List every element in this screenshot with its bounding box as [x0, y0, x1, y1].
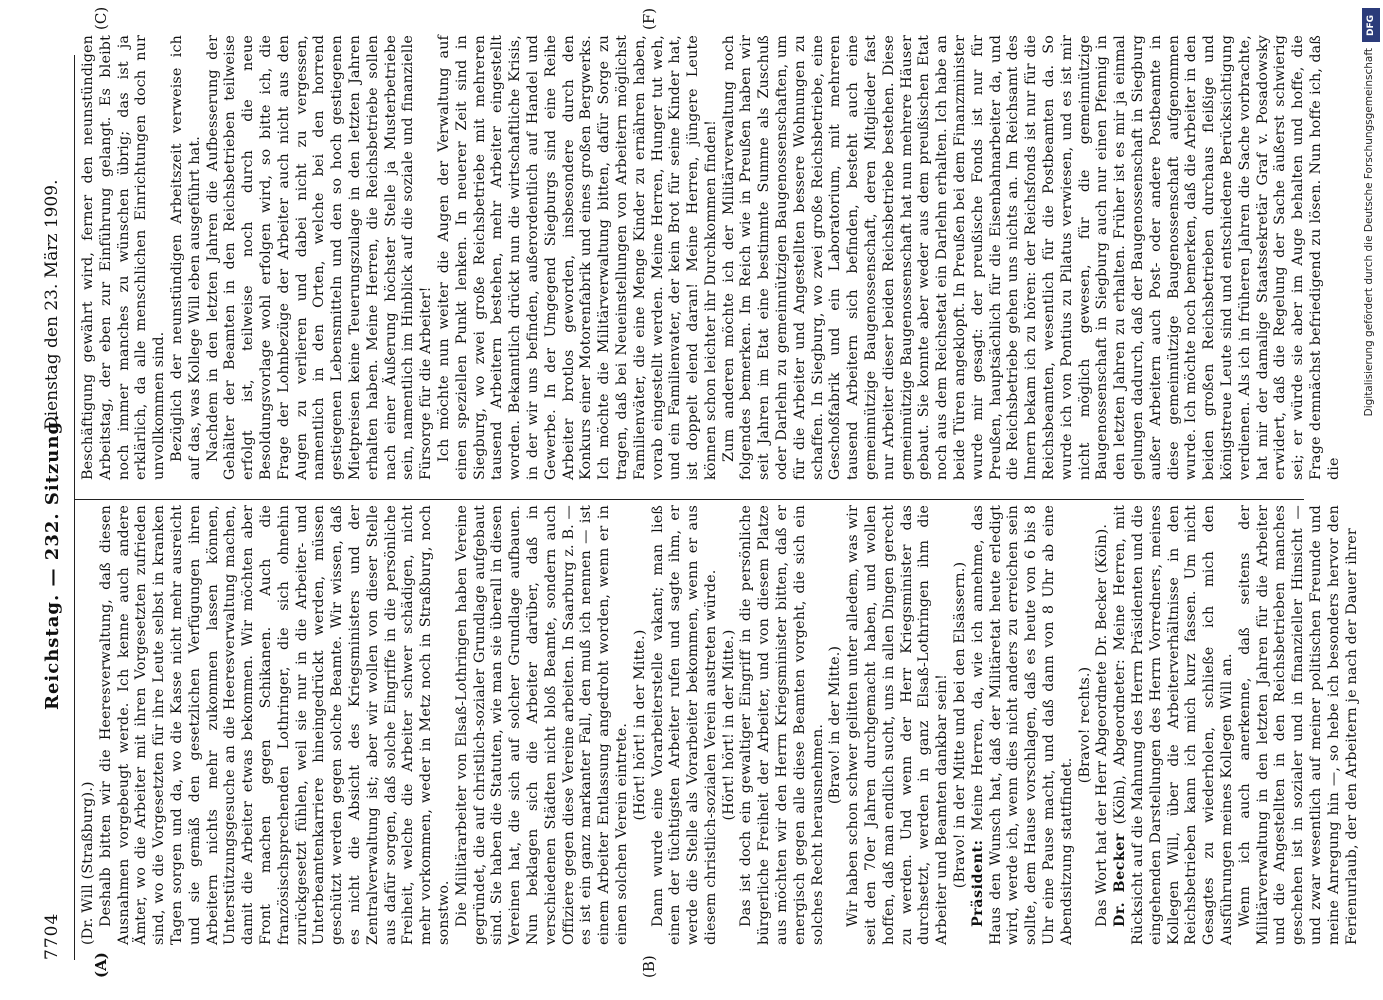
margin-marker-b: (B) — [640, 955, 658, 978]
page-number: 7704 — [42, 912, 62, 960]
interjection: (Bravo! in der Mitte.) — [827, 645, 844, 805]
interjection: (Hört! hört! in der Mitte.) — [631, 629, 648, 821]
right-column — [80, 35, 1342, 480]
speaker-name: Dr. Becker — [1112, 833, 1129, 927]
paragraph: Wenn ich auch anerkenne, daß seitens der Militärverwaltung in den letzten Jahren für die Arbeiter und die Angestellten in den Reichsbetrieben manches geschehen ist in sozialer und in finanzieller Hinsicht — und zwar wesentlich auf meiner politischen Freunde und meine Anregung hin —, so hebe ich besonders hervor den Ferienurlaub, der den Arbeitern je nach der Dauer ihrer — [1236, 505, 1360, 945]
left-column — [80, 505, 1360, 945]
session-date: Dienstag den 23. März 1909. — [42, 179, 62, 430]
interjection: (Hört! hört! in der Mitte.) — [720, 629, 737, 821]
paragraph: Ich möchte nun weiter die Augen der Verwaltung auf einen speziellen Punkt lenken. In neuerer Zeit sind in Siegburg, wo zwei große Reichsbetriebe mit mehreren tausend Arbeitern bestehen, mehr Arbeiter eingestellt worden. Bekanntlich drückt nun die wirtschaftliche Krisis, in der wir uns befinden, außerordentlich auf Handel und Gewerbe. In der Umgegend Siegburgs sind eine Reihe Arbeiter brotlos geworden, insbesondere durch den Konkurs einer Motorenfabrik und eines großen Bergwerks. Ich möchte die Militärverwaltung bitten, dafür Sorge zu tragen, daß bei Neueinstellungen von Arbeitern möglichst Familienväter, die eine Menge Kinder zu ernähren haben, vorab eingestellt werden. Meine Herren, Hunger tut weh, und ein Familienvater, der kein Brot für seine Kinder hat, ist doppelt elend daran! Meine Herren, jüngere Leute können schon leichter ihr Durchkommen finden! — [435, 35, 719, 480]
speaker-name: Präsident: — [969, 839, 986, 927]
paragraph: Bezüglich der neunstündigen Arbeitszeit verweise ich auf das, was Kollege Will eben ausgeführt hat. — [168, 35, 203, 480]
margin-marker-f: (F) — [640, 7, 658, 30]
paragraph: Die Militärarbeiter von Elsaß-Lothringen haben Vereine gegründet, die auf christlich-sozialer Grundlage aufgebaut sind. Sie haben die Statuten, wie man sie überall in diesen Vereinen hat, die sich auf solcher Grundlage aufbauen. Nun beklagen sich die Arbeiter darüber, daß in verschiedenen Städten nicht bloß Beamte, sondern auch Offiziere gegen diese Vereine arbeiten. In Saarburg z. B. — es ist ein ganz markanter Fall, den muß ich nennen — ist einem Arbeiter Entlassung angedroht worden, wenn er in einen solchen Verein eintrete. — [453, 505, 630, 945]
paragraph: Wir haben schon schwer gelitten unter alledem, was wir seit den 70er Jahren durchgemacht haben, und wollen hoffen, daß man endlich sucht, uns in allen Dingen gerecht zu werden. Und wenn der Herr Kriegsminister das durchsetzt, werden in ganz Elsaß-Lothringen ihm die Arbeiter und Beamten dankbar sein! — [845, 505, 951, 945]
interjection: (Bravo! rechts.) — [1076, 666, 1093, 784]
header-rule — [74, 55, 75, 960]
interjection: (Bravo! in der Mitte und bei den Elsässern.) — [952, 561, 969, 889]
paragraph — [970, 505, 1077, 945]
paragraph: Dann wurde eine Vorarbeiterstelle vakant; man ließ einen der tüchtigsten Arbeiter rufen und sagte ihm, er werde die Stelle als Vorarbeiter bekommen, wenn er aus diesem christlich-sozialen Verein austreten würde. — [649, 505, 719, 945]
paragraph: Nachdem in den letzten Jahren die Aufbesserung der Gehälter der Beamten in den Reichsbetrieben teilweise erfolgt ist, teilweise noch durch die neue Besoldungsvorlage wohl erfolgen wird, so bitte ich, die Frage der Lohnbezüge der Arbeiter auch nicht aus den Augen zu verlieren und dabei nicht zu vergessen, namentlich in den Orten, welche bei den horrend gestiegenen Lebensmitteln und den so hoch gestiegenen Mietpreisen keine Teuerungszulage in den letzten Jahren erhalten haben. Meine Herren, die Reichsbetriebe sollen nach einer Äußerung höchster Stelle ja Musterbetriebe sein, namentlich im Hinblick auf die soziale und finanzielle Fürsorge für die Arbeiter! — [204, 35, 435, 480]
paragraph: Zum anderen möchte ich der Militärverwaltung noch folgendes bemerken. Im Reich wie in Preußen haben wir seit Jahren im Etat eine bestimmte Summe als Zuschuß oder Darlehn zu gemeinnützigen Baugenossenschaften, um für die Arbeiter und Angestellten bessere Wohnungen zu schaffen. In Siegburg, wo zwei große Reichsbetriebe, eine Geschoßfabrik und ein Laboratorium, mit mehreren tausend Arbeitern sich befinden, besteht auch eine gemeinnützige Baugenossenschaft, deren Mitglieder fast nur Arbeiter dieser beiden Reichsbetriebe bestehen. Diese gemeinnützige Baugenossenschaft hat nun mehrere Häuser gebaut. Sie konnte aber weder aus dem preußischen Etat noch aus dem Reichsetat ein Darlehn erhalten. Ich habe an beide Türen angeklopft. In Preußen bei dem Finanzminister wurde mir gesagt: der preußische Fonds ist nur für Preußen, hauptsächlich für die Eisenbahnarbeiter da, und die Reichsbetriebe gehen uns nichts an. Im Reichsamt des Innern bekam ich zu hören: der Reichsfonds ist nur für die Reichsbeamten, wesentlich für die Postbeamten da. So wurde ich von Pontius zu Pilatus verwiesen, und es ist mir nicht möglich gewesen, für die gemeinnützige Baugenossenschaft in Siegburg auch nur einen Pfennig in den letzten Jahren zu erhalten. Früher ist es mir ja einmal gelungen dadurch, daß der Baugenossenschaft in Siegburg außer Arbeitern auch Post- oder andere Postbeamte in diese gemeinnützige Baugenossenschaft aufgenommen wurde. Ich möchte noch bemerken, daß die Arbeiter in den beiden großen Reichsbetrieben durchaus fleißige und königstreue Leute sind und entschiedene Berücksichtigung verdienen. Als ich in früheren Jahren die Sache vorbrachte, hat mir der damalige Staatssekretär Graf v. Posadowsky erwidert, daß die Regelung der Sache äußerst schwierig sei; er würde sie aber im Auge behalten und hoffe, die Frage demnächst befriedigend zu lösen. Nun hoffe ich, daß die — [720, 35, 1342, 480]
digitization-credit: Digitalisierung gefördert durch die Deutsche Forschungsgemeinschaft — [1363, 48, 1375, 417]
margin-marker-a: (A) — [92, 952, 110, 978]
session-title: Reichstag. — 232. Sitzung. — [42, 413, 63, 710]
margin-marker-c: (C) — [92, 6, 110, 30]
paragraph: Das Wort hat der Herr Abgeordnete Dr. Becker (Köln). — [1094, 523, 1111, 927]
page-header — [38, 70, 70, 960]
paragraph-text: Meine Herren, da, wie ich annehme, das Haus den Wunsch hat, daß der Militäretat heute erledigt wird, werde ich, wenn dies nicht anders zu erreichen sein sollte, dem Hause vorschlagen, daß es heute von 6 bis 8 Uhr eine Pause macht, und daß dann von 8 Uhr ab eine Abendsitzung stattfindet. — [969, 505, 1075, 945]
dfg-logo: DFG — [1362, 8, 1380, 42]
paragraph: Das ist doch ein gewaltiger Eingriff in die persönliche bürgerliche Freiheit der Arbeiter, und von diesem Platze aus möchten wir den Herrn Kriegsminister bitten, daß er energisch gegen alle diese Beamten vorgeht, die sich ein solches Recht herausnehmen. — [738, 505, 826, 945]
speaker-continuation: (Dr. Will (Straßburg).) — [80, 781, 96, 945]
paragraph — [1112, 505, 1237, 945]
paragraph: Beschäftigung gewährt wird, ferner den neunstündigen Arbeitstag, der eben zur Einführung gelangt. Es bleibt noch immer manches zu wünschen übrig; das ist ja erklärlich, da alle menschlichen Einrichtungen doch nur unvollkommen sind. — [80, 35, 168, 480]
paragraph: Deshalb bitten wir die Heeresverwaltung, daß diesen Ausnahmen vorgebeugt werde. Ich kenne auch andere Ämter, wo die Arbeiter mit ihren Vorgesetzten zufrieden sind, wo die Vorgesetzten für ihre Leute selbst in kranken Tagen sorgen und da, wo die Kasse nicht mehr ausreicht und sie gemäß den gesetzlichen Verfügungen ihren Arbeitern nichts mehr zukommen lassen können, Unterstützungsgesuche an die Heeresverwaltung machen, damit die Arbeiter etwas bekommen. Wir möchten aber Front machen gegen Schikanen. Auch die französischsprechenden Lothringer, die sich ohnehin zurückgesetzt fühlen, weil sie nur in die Arbeiter- und Unterbeamtenkarriere hineingedrückt werden, müssen geschützt werden gegen solche Beamte. Wir wissen, daß es nicht die Absicht des Kriegsministers und der Zentralverwaltung ist; aber wir wollen von dieser Stelle aus dafür sorgen, daß solche Eingriffe in die persönliche Freiheit, welche die Arbeiter schwer schädigen, nicht mehr vorkommen, weder in Metz noch in Straßburg, noch sonstwo. — [97, 505, 452, 945]
paragraph-text: (Köln), Abgeordneter: Meine Herren, mit Rücksicht auf die Mahnung des Herrn Präsidenten und die eingehenden Darstellungen des Herrn Vorredners, meines Kollegen Will, über die Arbeiterverhältnisse in den Reichsbetrieben kann ich mich kurz fassen. Um nicht Gesagtes zu wiederholen, schließe ich mich den Ausführungen meines Kollegen Will an. — [1112, 505, 1235, 945]
column-divider — [74, 499, 1304, 500]
